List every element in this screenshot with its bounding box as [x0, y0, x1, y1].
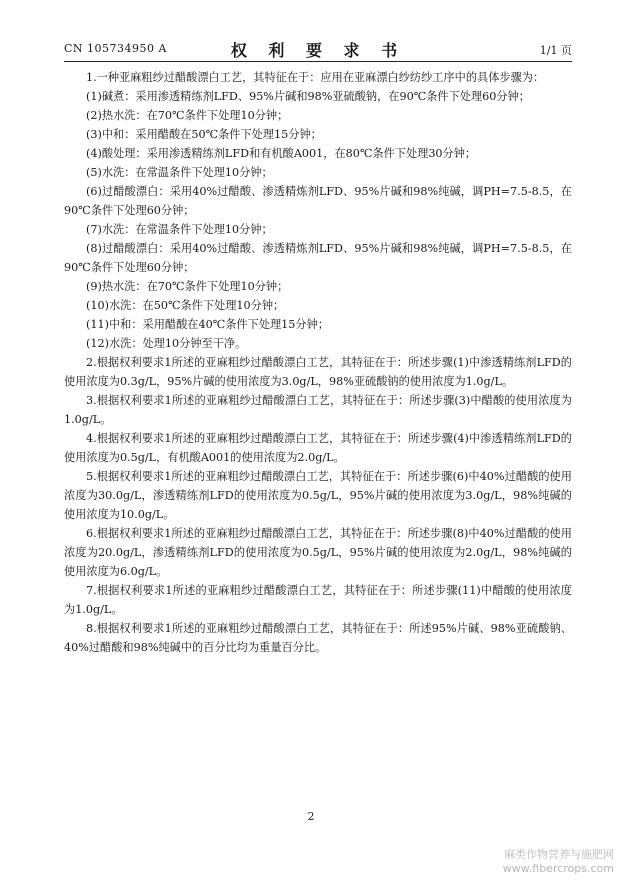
document-title: 权 利 要 求 书: [230, 41, 406, 60]
claim-1-step: (3)中和：采用醋酸在50℃条件下处理15分钟；: [86, 128, 322, 141]
claim-1-step: (5)水洗：在常温条件下处理10分钟；: [86, 166, 273, 179]
claim-1-step: (2)热水洗：在70℃条件下处理10分钟；: [86, 109, 289, 122]
claim-1-step: (12)水洗：处理10分钟至干净。: [86, 337, 247, 350]
claim-1-step: (6)过醋酸漂白：采用40%过醋酸、渗透精炼剂LFD、95%片碱和98%纯碱，调PH=7.5-8.5，在90℃条件下处理60分钟；: [64, 185, 572, 217]
page-header: [64, 38, 572, 60]
claim-1-step: (1)碱煮：采用渗透精练剂LFD、95%片碱和98%亚硫酸钠，在90℃条件下处理60分钟；: [86, 90, 530, 103]
claim-6: 6.根据权利要求1所述的亚麻粗纱过醋酸漂白工艺，其特征在于：所述步骤(8)中40%过醋酸的使用浓度为20.0g/L，渗透精练剂LFD的使用浓度为0.5g/L，95%片碱的使用浓度为2.0g/L，98%纯碱的使用浓度为6.0g/L。: [64, 527, 572, 578]
header-rule: [64, 61, 572, 62]
publication-number: CN 105734950 A: [64, 42, 167, 55]
claim-8: 8.根据权利要求1所述的亚麻粗纱过醋酸漂白工艺，其特征在于：所述95%片碱、98%亚硫酸钠、40%过醋酸和98%纯碱中的百分比均为重量百分比。: [64, 622, 572, 654]
claims-body: [64, 68, 572, 657]
page-number: 2: [307, 810, 315, 823]
claim-1-step: (10)水洗：在50℃条件下处理10分钟；: [86, 299, 285, 312]
claim-1-step: (4)酸处理：采用渗透精练剂LFD和有机酸A001，在80℃条件下处理30分钟；: [86, 147, 477, 160]
claim-5: 5.根据权利要求1所述的亚麻粗纱过醋酸漂白工艺，其特征在于：所述步骤(6)中40%过醋酸的使用浓度为30.0g/L，渗透精练剂LFD的使用浓度为0.5g/L，95%片碱的使用浓度为3.0g/L，98%纯碱的使用浓度为10.0g/L。: [64, 470, 572, 521]
watermark-title: 麻类作物营养与施肥网: [504, 848, 614, 861]
page-indicator: 1/1 页: [539, 44, 572, 57]
watermark-url: www.fibercrops.com: [502, 862, 614, 875]
claim-7: 7.根据权利要求1所述的亚麻粗纱过醋酸漂白工艺，其特征在于：所述步骤(11)中醋酸的使用浓度为1.0g/L。: [64, 584, 572, 616]
claim-1-step: (11)中和：采用醋酸在40℃条件下处理15分钟；: [86, 318, 329, 331]
site-watermark: [503, 848, 614, 876]
claim-4: 4.根据权利要求1所述的亚麻粗纱过醋酸漂白工艺，其特征在于：所述步骤(4)中渗透精练剂LFD的使用浓度为0.5g/L，有机酸A001的使用浓度为2.0g/L。: [64, 432, 572, 464]
claim-1-step: (7)水洗：在常温条件下处理10分钟；: [86, 223, 273, 236]
claim-3: 3.根据权利要求1所述的亚麻粗纱过醋酸漂白工艺，其特征在于：所述步骤(3)中醋酸的使用浓度为1.0g/L。: [64, 394, 572, 426]
claim-1-step: (8)过醋酸漂白：采用40%过醋酸、渗透精炼剂LFD、95%片碱和98%纯碱，调PH=7.5-8.5，在90℃条件下处理60分钟；: [64, 242, 572, 274]
claim-2: 2.根据权利要求1所述的亚麻粗纱过醋酸漂白工艺，其特征在于：所述步骤(1)中渗透精练剂LFD的使用浓度为0.3g/L，95%片碱的使用浓度为3.0g/L，98%亚硫酸钠的使用浓度为1.0g/L。: [64, 356, 572, 388]
claim-1-intro: 1.一种亚麻粗纱过醋酸漂白工艺，其特征在于：应用在亚麻漂白纱纺纱工序中的具体步骤为：: [86, 71, 545, 84]
claim-1-step: (9)热水洗：在70℃条件下处理10分钟；: [86, 280, 289, 293]
